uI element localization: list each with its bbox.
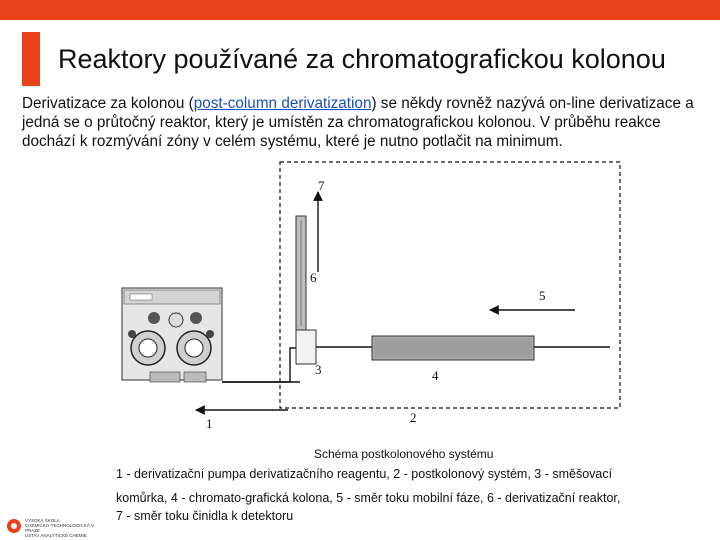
slide-title: Reaktory používané za chromatografickou kolonou: [58, 44, 666, 74]
body-paragraph: [22, 94, 712, 151]
paragraph-text-before: Derivatizace za kolonou (: [22, 95, 194, 112]
title-accent-block: [22, 32, 40, 86]
label-6: 6: [310, 270, 317, 285]
logo-line-1: VYSOKÁ ŠKOLA: [25, 518, 60, 523]
label-2: 2: [410, 410, 417, 425]
postcolumn-system-boundary: [280, 162, 620, 408]
reagent-line-to-mixer: [222, 348, 306, 382]
post-column-link[interactable]: post-column derivatization: [193, 95, 372, 112]
diagram-caption: Schéma postkolonového systému: [314, 447, 494, 461]
derivatization-pump: [122, 288, 222, 382]
logo-text: [25, 518, 95, 538]
university-logo-icon: [6, 516, 22, 534]
paragraph-text-after: ) se někdy rovněž nazývá on-line derivatizace a jedná se o průtočný reaktor, který je umístěn za chromatografickou kolonou. V průběhu reakce dochází k rozmývání zóny v celém systému, které je nutno potlačit na minimum.: [22, 95, 694, 150]
label-7: 7: [318, 178, 325, 193]
label-3: 3: [315, 362, 322, 377]
label-5: 5: [539, 288, 546, 303]
legend-line-1: 1 - derivatizační pumpa derivatizačního reagentu, 2 - postkolonový systém, 3 - směšovací: [116, 467, 613, 481]
label-4: 4: [432, 368, 439, 383]
mixing-chamber: [296, 330, 316, 364]
legend-line-3: 7 - směr toku činidla k detektoru: [116, 509, 294, 523]
label-1: 1: [206, 416, 213, 431]
top-accent-bar: [0, 0, 720, 20]
logo-line-3: ÚSTAV ANALYTICKÉ CHEMIE: [25, 533, 87, 538]
logo-line-2: CHEMICKO-TECHNOLOGICKÁ V PRAZE: [25, 523, 95, 533]
legend-line-2: komůrka, 4 - chromato-grafická kolona, 5 - směr toku mobilní fáze, 6 - derivatizační reaktor,: [116, 491, 621, 505]
postcolumn-system-diagram: [110, 160, 710, 528]
